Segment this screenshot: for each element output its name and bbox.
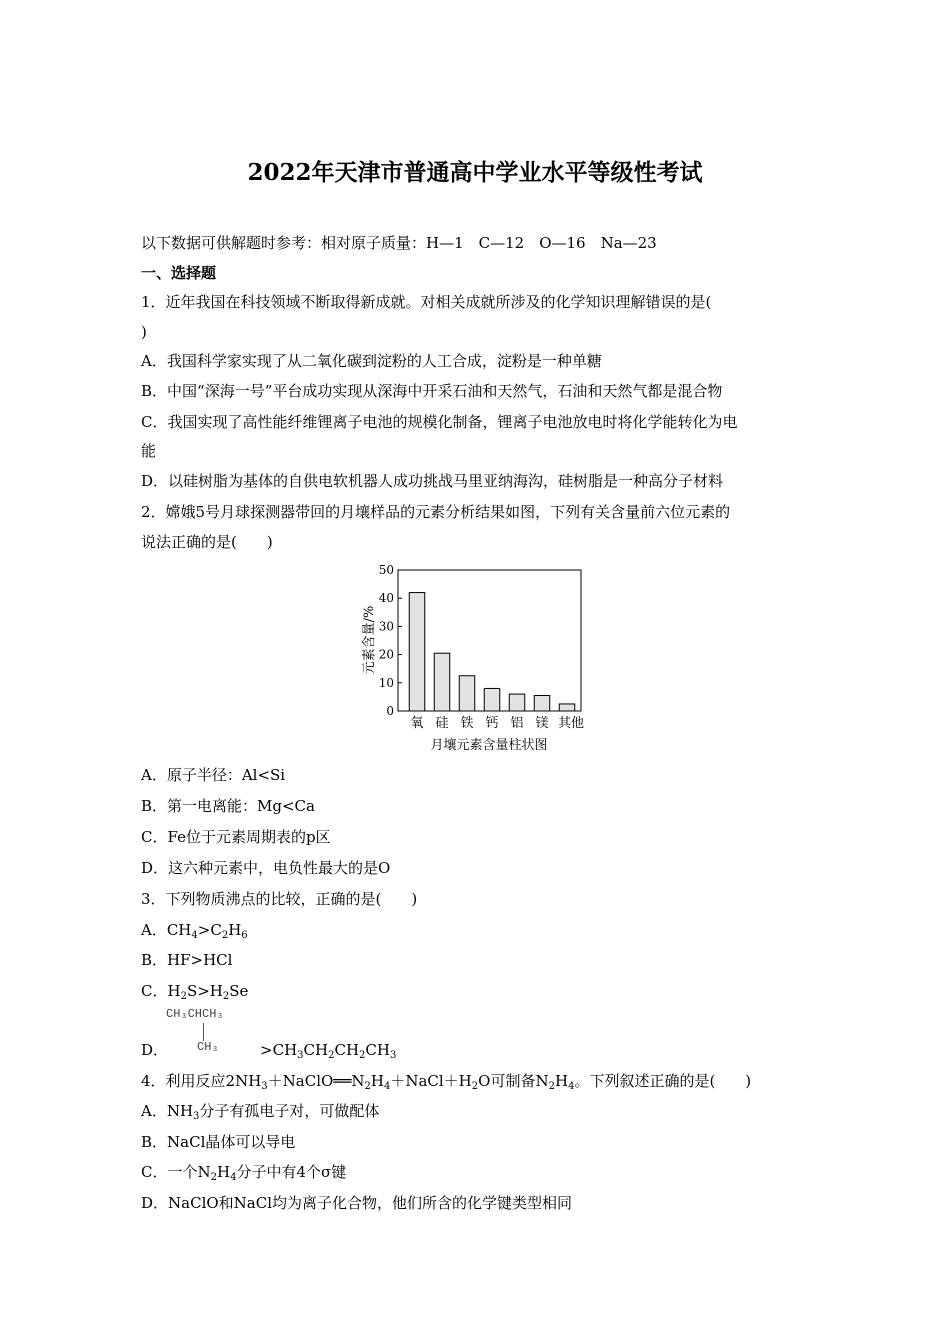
bar-3: [484, 688, 500, 711]
section-heading: 一、选择题: [141, 264, 217, 282]
chart-title: 月壤元素含量柱状图: [430, 738, 548, 753]
y-tick-label: 40: [378, 591, 394, 606]
svg-text:元素含量/%: 元素含量/%: [362, 605, 377, 675]
x-tick-label: 铝: [510, 716, 524, 731]
q2-stem-line2: 说法正确的是( ): [141, 533, 273, 551]
bars: [409, 593, 575, 711]
q1-option-c-line1: C．我国实现了高性能纤维锂离子电池的规模化制备，锂离子电池放电时将化学能转化为电: [141, 413, 738, 431]
bar-1: [434, 653, 450, 711]
branch-bond: [203, 1023, 204, 1041]
q1-option-b: B．中国“深海一号”平台成功实现从深海中开采石油和天然气，石油和天然气都是混合物: [141, 382, 723, 400]
y-tick-label: 0: [386, 704, 394, 718]
q3-option-a: A．$CH_4>C_2H_6$: [141, 921, 248, 941]
bar-0: [409, 593, 425, 711]
x-tick-label: 铁: [460, 716, 474, 731]
y-ticks: [379, 563, 402, 718]
q4-option-d: D．NaClO和NaCl均为离子化合物，他们所含的化学键类型相同: [141, 1194, 573, 1212]
q2-option-d: D．这六种元素中，电负性最大的是O: [141, 859, 391, 877]
x-tick-label: 钙: [485, 716, 499, 731]
y-tick-label: 20: [378, 647, 394, 662]
q3-stem: 3．下列物质沸点的比较，正确的是( ): [141, 890, 418, 908]
exam-title: 2022年天津市普通高中学业水平等级性考试: [247, 159, 703, 186]
q2-option-b: B．第一电离能：Mg<Ca: [141, 797, 315, 815]
reference-note: 以下数据可供解题时参考：相对原子质量：H—1 C—12 O—16 Na—23: [141, 234, 657, 252]
q4-option-c: C．一个$N_2H_4$分子中有4个σ键: [141, 1163, 347, 1183]
y-tick-label: 50: [378, 563, 394, 577]
bar-5: [534, 695, 550, 711]
y-axis-label: [362, 606, 377, 675]
q1-option-d: D．以硅树脂为基体的自供电软机器人成功挑战马里亚纳海沟，硅树脂是一种高分子材料: [141, 472, 724, 490]
bar-4: [509, 694, 525, 711]
q1-stem-line1: 1．近年我国在科技领域不断取得新成就。对相关成就所涉及的化学知识理解错误的是(: [141, 293, 712, 311]
y-tick-label: 30: [378, 619, 394, 634]
q4-option-b: B．NaCl晶体可以导电: [141, 1133, 296, 1151]
q4-stem: 4．利用反应$2NH_3+NaClO══N_2H_4+NaCl+H_2O$可制备$N_2H_4$。下列叙述正确的是( ): [141, 1072, 752, 1092]
q4-option-a: A．$NH_3$分子有孤电子对，可做配体: [141, 1102, 380, 1122]
x-tick-label: 镁: [535, 716, 549, 731]
x-tick-labels: [410, 715, 584, 731]
x-tick-label: 硅: [435, 716, 449, 731]
q1-option-a: A．我国科学家实现了从二氧化碳到淀粉的人工合成，淀粉是一种单糖: [141, 352, 602, 370]
bar-2: [459, 676, 475, 711]
q3-option-b: B．HF>HCl: [141, 951, 233, 969]
q2-stem-line1: 2．嫦娥5号月球探测器带回的月壤样品的元素分析结果如图，下列有关含量前六位元素的: [141, 503, 731, 521]
y-tick-label: 10: [378, 675, 394, 690]
bar-6: [559, 704, 575, 711]
q3-option-d: D． $>CH_3CH_2CH_2CH_3$: [141, 1041, 397, 1061]
q1-option-c-line2: 能: [141, 442, 157, 460]
q2-option-c: C．Fe位于元素周期表的p区: [141, 828, 331, 846]
x-tick-label: 氧: [410, 716, 424, 731]
x-tick-label: 其他: [557, 716, 585, 731]
q2-option-a: A．原子半径：Al<Si: [141, 766, 286, 784]
q1-stem-line2: ): [141, 323, 147, 341]
moon-soil-bar-chart: [355, 560, 595, 755]
isobutane-structure: CH₃CHCH₃ CH₃: [166, 1007, 224, 1054]
q3-option-c: C．$H_2S>H_2Se$: [141, 982, 249, 1002]
